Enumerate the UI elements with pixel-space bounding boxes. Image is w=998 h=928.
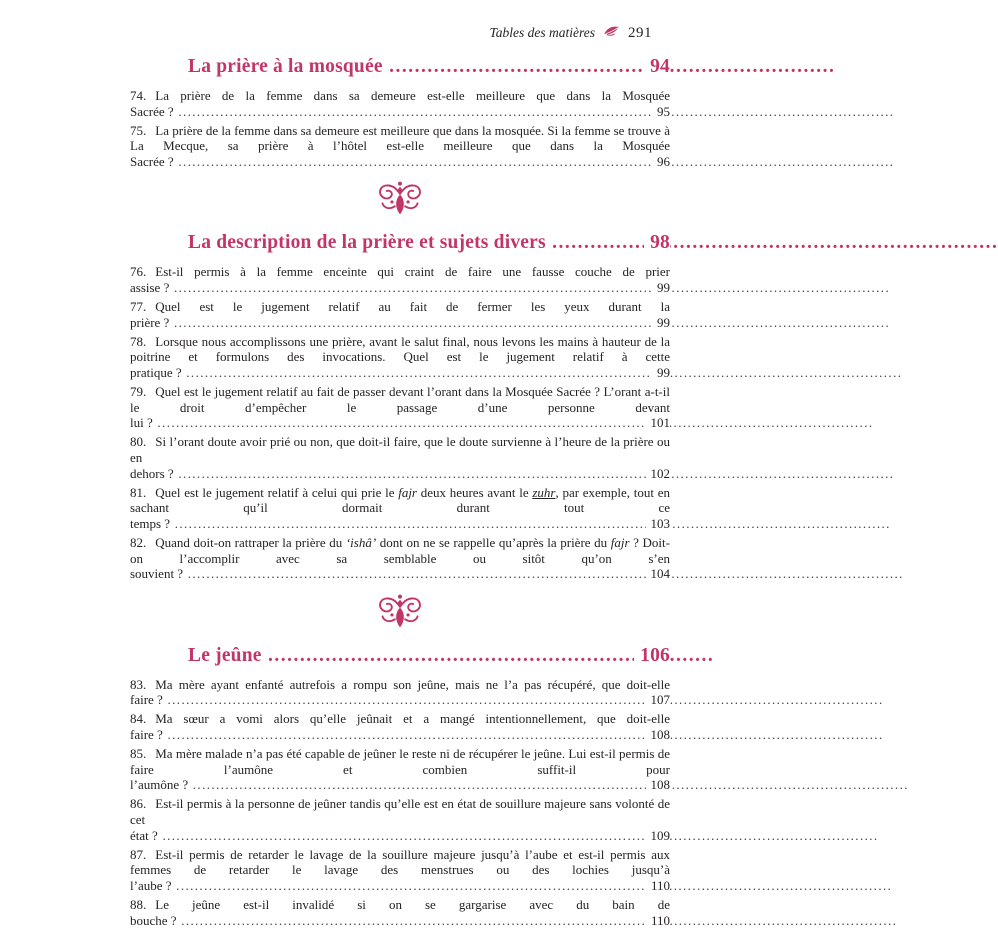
question-number: 86. <box>130 796 147 812</box>
running-header-title: Tables des matières <box>489 25 595 40</box>
question-number: 84. <box>130 711 147 727</box>
toc-entry <box>130 535 670 582</box>
question-number: 82. <box>130 534 147 550</box>
question-number: 87. <box>130 846 147 862</box>
question-number: 77. <box>130 299 147 315</box>
running-header <box>130 24 652 42</box>
page-ref: 99 <box>652 315 670 331</box>
question-text: Si l’orant doute avoir prié ou non, que doit-il faire, que le doute survienne à l’heure de la prière ou en dehors ? ..... <box>130 434 894 480</box>
question-text: Quand doit-on rattraper la prière du ‘ishâ’ dont on ne se rappelle qu’après la prière du fajr ? Doit-on l’accomplir avec sa semblable ou sitôt qu’on s’en souvient ? ..... <box>130 535 904 581</box>
question-text: Ma sœur a vomi alors qu’elle jeûnait et a mangé intentionnellement, que doit-elle faire ? ..... <box>130 711 884 742</box>
toc-entry <box>130 299 670 330</box>
page-ref: 108 <box>646 777 671 793</box>
question-number: 74. <box>130 88 147 103</box>
toc-entry <box>130 796 670 843</box>
toc-entry <box>130 384 670 431</box>
section-heading <box>188 230 670 255</box>
question-number: 78. <box>130 333 147 349</box>
question-text: Est-il permis à la personne de jeûner tandis qu’elle est en état de souillure majeure sans volonté de cet état ? ..... <box>130 796 879 842</box>
toc-entry <box>130 847 670 894</box>
running-header-page-number: 291 <box>628 24 652 41</box>
section-page-ref: 98 <box>644 230 670 255</box>
question-number: 79. <box>130 384 147 400</box>
page-ref: 96 <box>652 154 670 170</box>
question-number: 83. <box>130 676 147 692</box>
page-ref: 102 <box>646 466 671 482</box>
section-title: La prière à la mosquée ..... <box>188 56 835 77</box>
section-title: Le jeûne ..... <box>188 645 714 666</box>
toc-entry <box>130 123 670 170</box>
question-number: 88. <box>130 896 147 912</box>
question-number: 75. <box>130 122 147 138</box>
section-title: La description de la prière et sujets divers ..... <box>188 232 998 253</box>
toc-entry <box>130 897 670 928</box>
page-ref: 110 <box>646 878 670 894</box>
question-text: Est-il permis de retarder le lavage de la souillure majeure jusqu’à l’aube et est-il permis aux femmes de retarder le lavage des menstrues ou des lochies jusqu’à l’aube ? ..... <box>130 847 892 893</box>
page-ref: 103 <box>646 516 671 532</box>
toc-entry <box>130 334 670 381</box>
section-page-ref: 106 <box>634 643 670 668</box>
section-heading <box>188 643 670 668</box>
toc-entry <box>130 711 670 742</box>
leaf-fleuron-icon <box>603 24 620 42</box>
page-ref: 110 <box>646 913 670 928</box>
toc-entry <box>130 485 670 532</box>
question-text: Est-il permis à la femme enceinte qui craint de faire une fausse couche de prier assise ? ..... <box>130 264 890 295</box>
question-number: 81. <box>130 484 147 500</box>
question-text: Le jeûne est-il invalidé si on se gargarise avec du bain de bouche ? ..... <box>130 897 897 928</box>
question-text: Quel est le jugement relatif à celui qui prie le fajr deux heures avant le zuhr, par exemple, tout en sachant qu’il dormait durant tout ce temps ? ..... <box>130 485 891 531</box>
question-number: 85. <box>130 746 147 762</box>
question-number: 80. <box>130 434 147 450</box>
toc-entry <box>130 264 670 295</box>
question-text: Lorsque nous accomplissons une prière, avant le salut final, nous levons les mains à hauteur de la poitrine et formulons des invocations. Quel est le jugement relatif à cette pratique ? ..... <box>130 334 902 380</box>
question-text: Ma mère malade n’a pas été capable de jeûner le reste ni de récupérer le jeûne. Lui est-il permis de faire l’aumône et combien suffit-il pour l’aumône ? ..... <box>130 746 909 792</box>
section-heading <box>188 54 670 79</box>
page-ref: 108 <box>646 727 671 743</box>
fleuron-icon <box>130 593 670 631</box>
toc-entry <box>130 677 670 708</box>
question-text: La prière de la femme dans sa demeure est-elle meilleure que dans la Mosquée Sacrée ? ..... <box>130 88 894 119</box>
page-ref: 109 <box>646 828 671 844</box>
page-ref: 99 <box>652 280 670 296</box>
toc-entry <box>130 434 670 481</box>
page-ref: 101 <box>646 415 671 431</box>
page-ref: 107 <box>646 692 671 708</box>
question-text: Ma mère ayant enfanté autrefois a rompu son jeûne, mais ne l’a pas récupéré, que doit-elle faire ? ..... <box>130 677 884 708</box>
section-page-ref: 94 <box>644 54 670 79</box>
page-ref: 95 <box>652 104 670 120</box>
page-ref: 99 <box>652 365 670 381</box>
page-ref: 104 <box>646 566 671 582</box>
question-text: Quel est le jugement relatif au fait de passer devant l’orant dans la Mosquée Sacrée ? L’orant a-t-il le droit d’empêcher le passage d’une personne devant lui ? ..... <box>130 384 874 430</box>
toc-entry <box>130 88 670 119</box>
question-number: 76. <box>130 264 147 280</box>
toc-entry <box>130 746 670 793</box>
question-text: Quel est le jugement relatif au fait de fermer les yeux durant la prière ? ..... <box>130 299 890 330</box>
fleuron-icon <box>130 180 670 218</box>
question-text: La prière de la femme dans sa demeure est meilleure que dans la mosquée. Si la femme se trouve à La Mecque, sa prière à l’hôtel est-elle meilleure que dans la Mosquée Sacrée ? ..... <box>130 123 894 169</box>
